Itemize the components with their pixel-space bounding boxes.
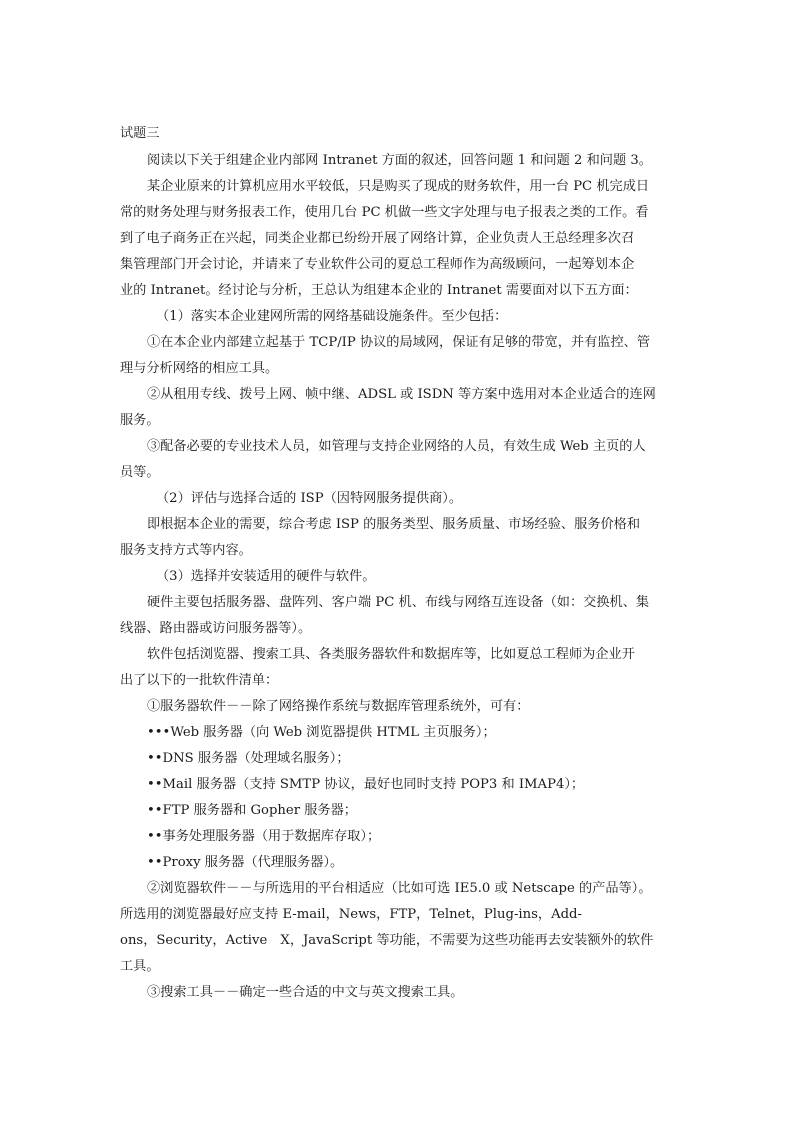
paragraph-line: 所选用的浏览器最好应支持 E-mail，News，FTP，Telnet，Plug-ins，Add-	[120, 907, 582, 922]
paragraph-line: 服务。	[120, 413, 160, 428]
paragraph-line: 线器、路由器或访问服务器等）。	[120, 621, 312, 636]
list-item: ••FTP 服务器和 Gopher 服务器；	[147, 803, 357, 818]
paragraph-line: 工具。	[120, 959, 160, 974]
paragraph-line: 到了电子商务正在兴起，同类企业都已纷纷开展了网络计算，企业负责人王总经理多次召	[120, 231, 635, 246]
list-item-heading: （1）落实本企业建网所需的网络基础设施条件。至少包括：	[156, 309, 508, 324]
paragraph-line: ②浏览器软件－－与所选用的平台相适应（比如可选 IE5.0 或 Netscape 的产品等）。	[147, 881, 652, 896]
paragraph-line: 业的 Intranet。经讨论与分析，王总认为组建本企业的 Intranet 需要面对以下五方面：	[120, 283, 638, 298]
paragraph-line: ons，Security，Active X，JavaScript 等功能，不需要为这些功能再去安装额外的软件	[120, 933, 654, 948]
list-item-heading: （3）选择并安装适用的硬件与软件。	[156, 569, 376, 584]
list-item: ••DNS 服务器（处理域名服务）；	[147, 751, 350, 766]
list-item: ••Proxy 服务器（代理服务器）。	[147, 855, 344, 870]
paragraph-line: 员等。	[120, 465, 160, 480]
paragraph-line: ①在本企业内部建立起基于 TCP/IP 协议的局域网，保证有足够的带宽，并有监控、管	[147, 335, 651, 350]
paragraph-line: 软件包括浏览器、搜索工具、各类服务器软件和数据库等，比如夏总工程师为企业开	[147, 647, 635, 662]
paragraph-line: 集管理部门开会讨论，并请来了专业软件公司的夏总工程师作为高级顾问，一起筹划本企	[120, 257, 635, 272]
paragraph-line: ②从租用专线、拨号上网、帧中继、ADSL 或 ISDN 等方案中选用对本企业适合的连网	[147, 387, 656, 402]
section-heading: 试题三	[120, 126, 160, 141]
paragraph-line: ③搜索工具－－确定一些合适的中文与英文搜索工具。	[147, 985, 464, 1000]
paragraph-line: 某企业原来的计算机应用水平较低，只是购买了现成的财务软件，用一台 PC 机完成日	[147, 179, 650, 194]
paragraph-line: 常的财务处理与财务报表工作，使用几台 PC 机做一些文字处理与电子报表之类的工作。看	[120, 205, 649, 220]
paragraph-line: 硬件主要包括服务器、盘阵列、客户端 PC 机、布线与网络互连设备（如：交换机、集	[147, 595, 650, 610]
list-item: •••Web 服务器（向 Web 浏览器提供 HTML 主页服务）；	[147, 725, 496, 740]
paragraph-line: ①服务器软件－－除了网络操作系统与数据库管理系统外，可有：	[147, 699, 530, 714]
list-item: ••事务处理服务器（用于数据库存取）；	[147, 829, 381, 844]
list-item: ••Mail 服务器（支持 SMTP 协议，最好也同时支持 POP3 和 IMAP4）；	[147, 777, 585, 792]
paragraph-line: 阅读以下关于组建企业内部网 Intranet 方面的叙述，回答问题 1 和问题 2 和问题 3。	[147, 153, 652, 168]
paragraph-line: 理与分析网络的相应工具。	[120, 361, 279, 376]
list-item-heading: （2）评估与选择合适的 ISP（因特网服务提供商）。	[156, 491, 463, 506]
paragraph-line: 即根据本企业的需要，综合考虑 ISP 的服务类型、服务质量、市场经验、服务价格和	[147, 517, 641, 532]
paragraph-line: 出了以下的一批软件清单：	[120, 673, 279, 688]
paragraph-line: 服务支持方式等内容。	[120, 543, 252, 558]
paragraph-line: ③配备必要的专业技术人员，如管理与支持企业网络的人员，有效生成 Web 主页的人	[147, 439, 646, 454]
